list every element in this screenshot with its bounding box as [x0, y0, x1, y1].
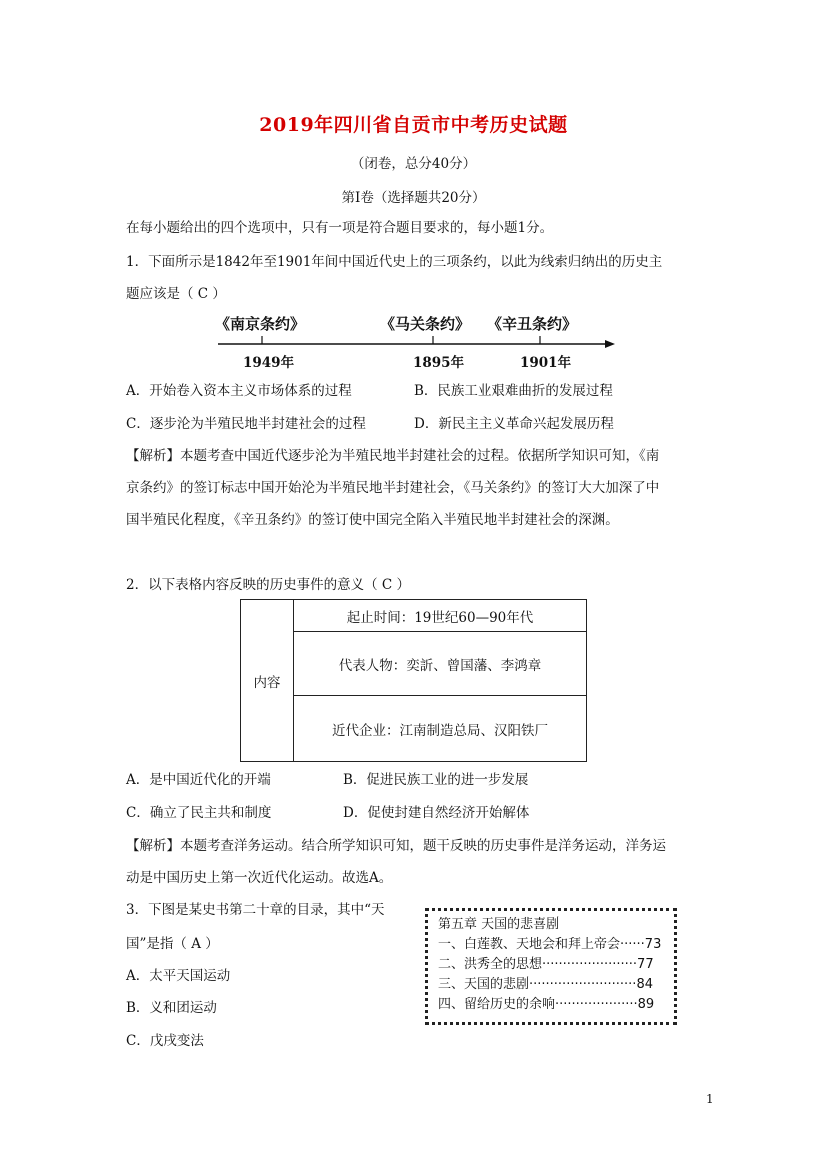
q1-analysis-line1: 【解析】本题考查中国近代逐步沦为半殖民地半封建社会的过程。依据所学知识可知，《南	[126, 448, 660, 464]
q1-option-b: B．民族工业艰难曲折的发展过程	[414, 383, 613, 399]
q2-analysis-line1: 【解析】本题考查洋务运动。结合所学知识可知，题干反映的历史事件是洋务运动，洋务运	[126, 838, 666, 854]
q2-option-d: D．促使封建自然经济开始解体	[343, 805, 530, 821]
q3-stem-line1: 3．下图是某史书第二十章的目录，其中“天	[126, 902, 385, 918]
timeline-year-1: 1949年	[243, 355, 295, 371]
q3-option-a: A．太平天国运动	[126, 968, 231, 984]
toc-item: 一、白莲教、天地会和拜上帝会······73	[438, 937, 662, 952]
toc-chapter-title: 第五章 天国的悲喜剧	[438, 917, 560, 932]
q1-stem-line1: 1．下面所示是1842年至1901年间中国近代史上的三项条约，以此为线索归纳出的历史主	[126, 254, 663, 270]
q1-stem-line2: 题应该是（ C ）	[126, 286, 226, 302]
timeline-label-xinchou: 《辛丑条约》	[487, 315, 578, 333]
q2-analysis-line2: 动是中国历史上第一次近代化运动。故选A。	[126, 870, 393, 886]
q3-stem-line2: 国”是指（ A ）	[126, 936, 219, 952]
q2-option-b: B．促进民族工业的进一步发展	[343, 772, 529, 788]
q1-option-d: D．新民主主义革命兴起发展历程	[414, 416, 614, 432]
page-title: 2019年四川省自贡市中考历史试题	[259, 114, 568, 136]
q2-option-a: A．是中国近代化的开端	[126, 772, 271, 788]
timeline-year-2: 1895年	[413, 355, 465, 371]
toc-item: 二、洪秀全的思想·······················77	[438, 957, 654, 972]
timeline-year-3: 1901年	[520, 355, 572, 371]
q2-table	[240, 599, 587, 762]
q3-option-b: B．义和团运动	[126, 1000, 217, 1016]
section-heading: 第Ⅰ卷（选择题共20分）	[341, 190, 486, 206]
table-cell: 代表人物：奕訢、曾国藩、李鸿章	[294, 632, 587, 696]
instruction: 在每小题给出的四个选项中，只有一项是符合题目要求的，每小题1分。	[126, 220, 554, 236]
q1-option-a: A．开始卷入资本主义市场体系的过程	[126, 383, 352, 399]
q2-stem: 2．以下表格内容反映的历史事件的意义（ C ）	[126, 577, 411, 593]
q1-analysis-line3: 国半殖民化程度，《辛丑条约》的签订使中国完全陷入半殖民地半封建社会的深渊。	[126, 512, 619, 528]
page-number: 1	[706, 1092, 714, 1106]
toc-item: 四、留给历史的余响····················89	[438, 997, 655, 1012]
table-row-header: 内容	[241, 600, 294, 762]
timeline-label-maguan: 《马关条约》	[380, 315, 471, 333]
q1-option-c: C．逐步沦为半殖民地半封建社会的过程	[126, 416, 366, 432]
q2-option-c: C．确立了民主共和制度	[126, 805, 272, 821]
timeline-label-nanjing: 《南京条约》	[215, 315, 306, 333]
table-cell: 起止时间：19世纪60—90年代	[294, 600, 587, 632]
table-of-contents-box	[425, 908, 677, 1025]
subtitle: （闭卷，总分40分）	[350, 156, 477, 172]
q3-option-c: C．戊戌变法	[126, 1033, 204, 1049]
toc-item: 三、天国的悲剧··························84	[438, 977, 653, 992]
table-cell: 近代企业：江南制造总局、汉阳铁厂	[294, 696, 587, 762]
q1-analysis-line2: 京条约》的签订标志中国开始沦为半殖民地半封建社会，《马关条约》的签订大大加深了中	[126, 480, 660, 496]
